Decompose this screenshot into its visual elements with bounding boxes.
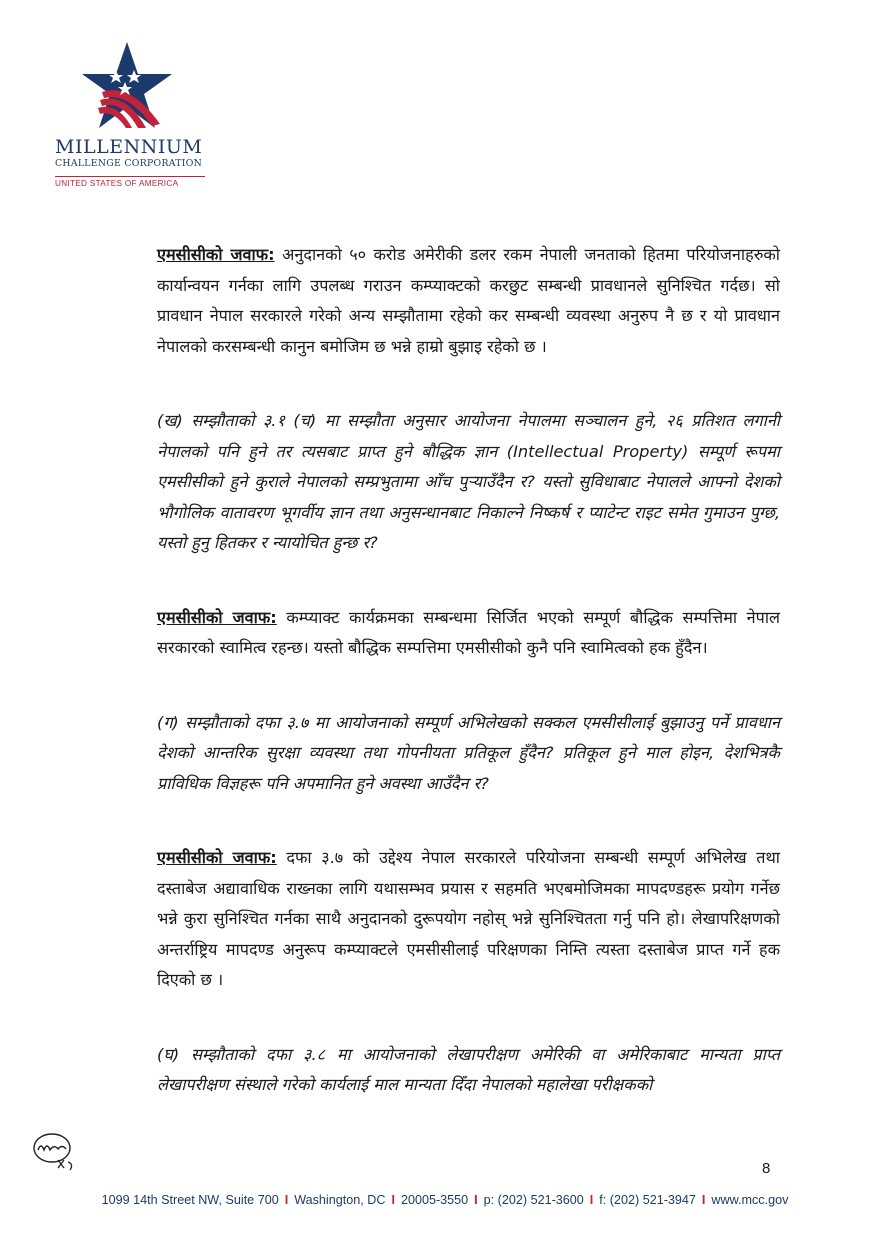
logo-country: UNITED STATES OF AMERICA — [55, 176, 205, 188]
footer — [0, 1193, 890, 1207]
paragraph-text: कम्प्याक्ट कार्यक्रमका सम्बन्धमा सिर्जित भएको सम्पूर्ण बौद्धिक सम्पत्तिमा नेपाल सरकारको स्वामित्व रहन्छ। यस्तो बौद्धिक सम्पत्तिमा एमसीसीको कुनै पनि स्वामित्वको हक हुँदैन। — [157, 607, 780, 657]
handwritten-signature-icon — [30, 1130, 80, 1174]
footer-separator: I — [284, 1193, 289, 1207]
footer-separator: I — [701, 1193, 706, 1207]
paragraph-answer — [157, 240, 780, 362]
footer-separator: I — [391, 1193, 395, 1207]
footer-address: 1099 14th Street NW, Suite 700 — [101, 1193, 279, 1207]
logo-name: MILLENNIUM — [55, 136, 203, 158]
footer-separator: I — [589, 1193, 594, 1207]
footer-zip: 20005-3550 — [400, 1193, 469, 1207]
footer-city: Washington, DC — [294, 1193, 386, 1207]
paragraph-question — [157, 406, 780, 559]
paragraph-text: दफा ३.७ को उद्देश्य नेपाल सरकारले परियोजना सम्बन्धी सम्पूर्ण अभिलेख तथा दस्ताबेज अद्यावाधिक राख्नका लागि यथासम्भव प्रयास र सहमति भएबमोजिमका मापदण्डहरू प्रयोग गर्नेछ भन्ने कुरा सुनिश्चित गर्नका साथै अनुदानको दुरूपयोग नहोस् भन्ने सुनिश्चितता गर्नु पनि हो। लेखापरिक्षणको अन्तर्राष्ट्रिय मापदण्ड अनुरूप कम्प्याक्टले एमसीसीलाई परिक्षणका निम्ति त्यस्ता दस्ताबेज प्राप्त गर्ने हक दिएको छ । — [157, 848, 780, 989]
footer-separator: I — [474, 1193, 478, 1207]
answer-label: एमसीसीको जवाफ: — [157, 245, 275, 264]
star-flag-icon — [80, 40, 175, 132]
paragraph-text: (ख) सम्झौताको ३.१ (च) मा सम्झौता अनुसार आयोजना नेपालमा सञ्चालन हुने, २६ प्रतिशत लगानी नेपालको पनि हुने तर त्यसबाट प्राप्त हुने बौद्धिक ज्ञान (Intellectual Property) सम्पूर्ण रूपमा एमसीसीको हुने कुराले नेपालको सम्प्रभुतामा आँच पुऱ्याउँदैन र? यस्तो सुविधाबाट नेपालले आफ्नो देशको भौगोलिक वातावरण भूगर्वीय ज्ञान तथा अनुसन्धानबाट निकाल्ने निष्कर्ष र प्याटेन्ट राइट समेत गुमाउन पुग्छ, यस्तो हुनु हितकर र न्यायोचित हुन्छ र? — [157, 411, 780, 552]
paragraph-answer — [157, 843, 780, 996]
document-body — [157, 240, 780, 1145]
answer-label: एमसीसीको जवाफ: — [157, 848, 277, 867]
footer-web-link[interactable]: www.mcc.gov — [711, 1193, 789, 1207]
mcc-logo — [50, 40, 210, 190]
paragraph-question — [157, 708, 780, 800]
page-number: 8 — [762, 1160, 771, 1177]
logo-subtitle: CHALLENGE CORPORATION — [55, 158, 203, 169]
paragraph-text: (घ) सम्झौताको दफा ३.८ मा आयोजनाको लेखापरीक्षण अमेरिकी वा अमेरिकाबाट मान्यता प्राप्त लेखापरीक्षण संस्थाले गरेको कार्यलाई माल मान्यता दिँदा नेपालको महालेखा परीक्षकको — [157, 1044, 780, 1094]
paragraph-text: अनुदानको ५० करोड अमेरीकी डलर रकम नेपाली जनताको हितमा परियोजनाहरुको कार्यान्वयन गर्नका लागि उपलब्ध गराउन कम्प्याक्टको करछुट सम्बन्धी प्रावधानले सुनिश्चित गर्दछ। सो प्रावधान नेपाल सरकारले गरेको अन्य सम्झौतामा रहेको कर सम्बन्धी व्यवस्था अनुरुप नै छ र यो प्रावधान नेपालको करसम्बन्धी कानुन बमोजिम छ भन्ने हाम्रो बुझाइ रहेको छ । — [157, 245, 780, 356]
paragraph-question — [157, 1040, 780, 1101]
footer-fax: f: (202) 521-3947 — [599, 1193, 696, 1207]
paragraph-text: (ग) सम्झौताको दफा ३.७ मा आयोजनाको सम्पूर्ण अभिलेखको सक्कल एमसीसीलाई बुझाउनु पर्ने प्रावधान देशको आन्तरिक सुरक्षा व्यवस्था तथा गोपनीयता प्रतिकूल हुँदैन? प्रतिकूल हुने माल होइन, देशभित्रकै प्राविधिक विज्ञहरू पनि अपमानित हुने अवस्था आउँदैन र? — [157, 712, 780, 793]
answer-label: एमसीसीको जवाफ: — [157, 607, 277, 627]
paragraph-answer — [157, 603, 780, 664]
footer-phone: p: (202) 521-3600 — [483, 1193, 584, 1207]
